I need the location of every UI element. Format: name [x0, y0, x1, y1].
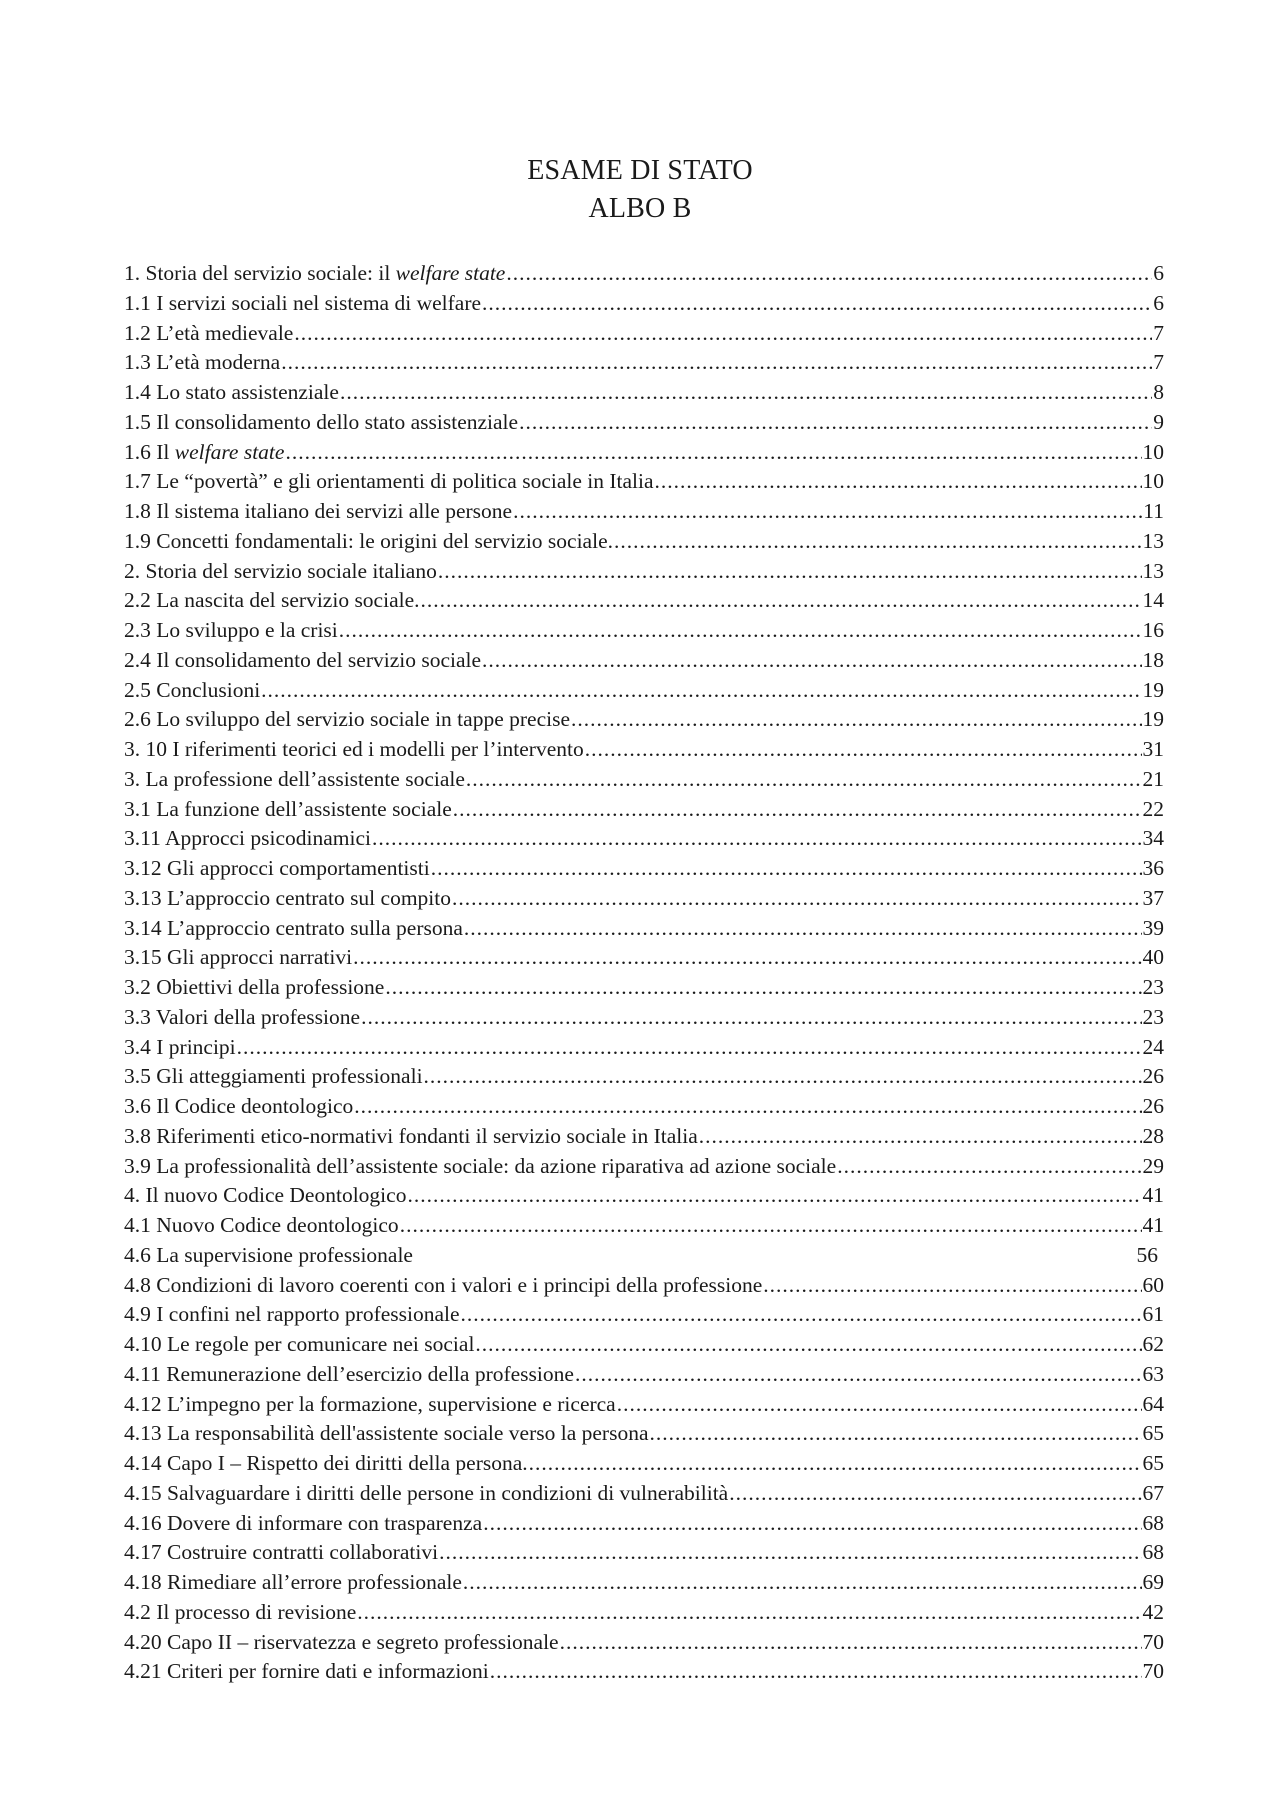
toc-entry[interactable] [124, 765, 1164, 795]
toc-entry-title [124, 408, 518, 438]
toc-page-number: 6 [1153, 290, 1164, 315]
toc-entry-text: 3.11 Approcci psicodinamici [124, 826, 371, 851]
toc-entry-title [124, 1449, 528, 1479]
toc-entry-text: 1.9 Concetti fondamentali: le origini del servizio sociale. [124, 528, 613, 553]
toc-entry-title [124, 1122, 698, 1152]
toc-page-number: 14 [1142, 588, 1164, 613]
toc-entry-text: 3.2 Obiettivi della professione [124, 975, 385, 999]
toc-page-number: 34 [1142, 826, 1164, 851]
toc-entry-title [124, 1300, 460, 1330]
toc-page-number: 41 [1142, 1183, 1164, 1208]
toc-entry[interactable] [124, 497, 1164, 527]
toc-page-number: 7 [1153, 350, 1164, 375]
toc-entry-title [124, 348, 280, 378]
toc-entry-title [124, 1419, 649, 1449]
toc-entry-title [124, 1598, 356, 1628]
toc-entry-text: 4. Il nuovo Codice Deontologico [124, 1183, 407, 1208]
toc-dot-leader [340, 378, 1152, 408]
toc-dot-leader [617, 1390, 1142, 1420]
toc-entry-title [124, 1360, 574, 1390]
toc-page-number: 60 [1142, 1272, 1164, 1297]
toc-entry-title [124, 616, 338, 646]
toc-entry-title [124, 914, 463, 944]
toc-entry-text: 1.8 Il sistema italiano dei servizi alle persone [124, 499, 513, 523]
toc-entry-text: 3.15 Gli approcci narrativi [124, 945, 353, 970]
toc-dot-leader [438, 557, 1142, 587]
toc-dot-leader [407, 1181, 1141, 1211]
document-title [0, 152, 1280, 228]
toc-entry-text: 3.4 I principi [124, 1034, 236, 1059]
toc-entry[interactable] [124, 795, 1164, 825]
toc-page-number: 24 [1142, 1034, 1164, 1059]
toc-entry-text: 2. Storia del servizio sociale italiano [124, 558, 437, 583]
toc-entry-title [124, 259, 505, 289]
toc-page-number: 65 [1142, 1451, 1164, 1475]
toc-page-number: 6 [1153, 261, 1164, 285]
toc-entry-text: 4.6 La supervisione professionale [124, 1242, 413, 1267]
toc-dot-leader [424, 1062, 1142, 1092]
toc-entry[interactable] [124, 884, 1164, 914]
toc-entry-title [124, 1509, 482, 1539]
toc-entry[interactable] [124, 586, 1164, 616]
toc-dot-leader [560, 1628, 1142, 1658]
toc-entry-text: 1.1 I servizi sociali nel sistema di welfare [124, 290, 482, 315]
toc-dot-leader [421, 586, 1142, 616]
toc-entry-title [124, 1181, 406, 1211]
toc-entry[interactable] [124, 527, 1164, 557]
toc-dot-leader [237, 1033, 1142, 1063]
toc-dot-leader [490, 1657, 1142, 1687]
toc-dot-leader [353, 943, 1141, 973]
toc-dot-leader [519, 408, 1152, 438]
toc-dot-leader [464, 914, 1142, 944]
toc-entry-text: 4.2 Il processo di revisione [124, 1599, 357, 1624]
toc-dot-leader [400, 1211, 1142, 1241]
toc-entry-title [124, 1092, 353, 1122]
toc-entry-title [124, 1271, 762, 1301]
toc-page-number: 10 [1142, 439, 1164, 464]
toc-entry-text: 4.21 Criteri per fornire dati e informazioni [124, 1659, 489, 1684]
toc-page-number: 61 [1142, 1302, 1164, 1327]
toc-page-number: 63 [1142, 1361, 1164, 1386]
toc-dot-leader [837, 1152, 1141, 1182]
toc-entry-title [124, 586, 420, 616]
toc-entry-title [124, 1628, 559, 1658]
toc-entry-title [124, 557, 437, 587]
toc-entry[interactable] [124, 348, 1164, 378]
toc-page-number: 16 [1142, 618, 1164, 642]
toc-entry[interactable] [124, 1628, 1164, 1658]
toc-entry-title [124, 1211, 399, 1241]
toc-entry-text: 3. La professione dell’assistente sociale [124, 766, 465, 791]
toc-page-number: 21 [1142, 766, 1164, 791]
toc-page-number: 11 [1143, 499, 1164, 523]
toc-page-number: 67 [1142, 1480, 1164, 1505]
toc-entry[interactable] [124, 259, 1164, 289]
toc-entry[interactable] [124, 646, 1164, 676]
toc-page-number: 29 [1142, 1153, 1164, 1178]
toc-entry-text: 3.5 Gli atteggiamenti professionali [124, 1064, 423, 1089]
toc-dot-leader [482, 646, 1141, 676]
toc-entry-title [124, 1568, 462, 1598]
toc-page-number: 42 [1142, 1599, 1164, 1624]
toc-entry-text: 1.4 Lo stato assistenziale [124, 380, 339, 404]
toc-dot-leader [482, 289, 1152, 319]
toc-entry-title [124, 378, 339, 408]
toc-entry-text: 3.1 La funzione dell’assistente sociale [124, 796, 452, 821]
toc-entry[interactable] [124, 1003, 1164, 1033]
toc-dot-leader [699, 1122, 1142, 1152]
toc-entry[interactable] [124, 824, 1164, 854]
toc-entry[interactable] [124, 735, 1164, 765]
toc-entry[interactable] [124, 438, 1164, 468]
toc-dot-leader [439, 1538, 1141, 1568]
toc-entry-italic-text: welfare state [395, 261, 506, 285]
toc-entry-title [124, 1657, 489, 1687]
toc-entry-title [124, 1241, 413, 1271]
toc-entry-title [124, 646, 481, 676]
toc-entry[interactable] [124, 1509, 1164, 1539]
toc-dot-leader [385, 973, 1141, 1003]
toc-entry-text: 3.6 Il Codice deontologico [124, 1094, 354, 1118]
toc-entry-text: 4.20 Capo II – riservatezza e segreto professionale [124, 1629, 559, 1654]
toc-entry[interactable] [124, 973, 1164, 1003]
toc-dot-leader [294, 319, 1152, 349]
toc-entry-title [124, 735, 584, 765]
toc-entry[interactable] [124, 1271, 1164, 1301]
toc-entry-text: 2.2 La nascita del servizio sociale. [124, 588, 420, 613]
toc-entry[interactable] [124, 1598, 1164, 1628]
toc-entry[interactable] [124, 1152, 1164, 1182]
toc-page-number: 8 [1153, 380, 1164, 404]
toc-entry-text: 4.1 Nuovo Codice deontologico [124, 1213, 399, 1237]
toc-entry[interactable] [124, 616, 1164, 646]
toc-page-number: 40 [1142, 945, 1164, 970]
toc-entry[interactable] [124, 319, 1164, 349]
toc-entry-title [124, 973, 384, 1003]
toc-dot-leader [466, 765, 1142, 795]
toc-entry[interactable] [124, 378, 1164, 408]
toc-dot-leader [431, 854, 1142, 884]
toc-entry-title [124, 1330, 474, 1360]
toc-entry-text: 4.16 Dovere di informare con trasparenza [124, 1510, 483, 1535]
toc-entry-italic-text: welfare state [174, 439, 285, 464]
toc-entry[interactable] [124, 914, 1164, 944]
toc-entry-text: 1.5 Il consolidamento dello stato assistenziale [124, 409, 519, 434]
toc-entry-title [124, 795, 452, 825]
toc-dot-leader [461, 1300, 1142, 1330]
toc-entry-text: 3.3 Valori della professione [124, 1004, 361, 1029]
toc-entry-title [124, 1152, 836, 1182]
toc-entry-title [124, 527, 613, 557]
toc-dot-leader [453, 795, 1142, 825]
toc-dot-leader [372, 824, 1142, 854]
toc-entry[interactable] [124, 1330, 1164, 1360]
toc-entry-title [124, 1033, 236, 1063]
toc-entry[interactable] [124, 676, 1164, 706]
toc-entry-text: 4.11 Remunerazione dell’esercizio della professione [124, 1361, 574, 1386]
toc-entry-title [124, 497, 512, 527]
toc-page-number: 7 [1153, 320, 1164, 345]
toc-page-number: 36 [1142, 856, 1164, 880]
toc-page-number: 65 [1142, 1421, 1164, 1446]
toc-entry-text: 4.12 L’impegno per la formazione, supervisione e ricerca [124, 1391, 616, 1416]
toc-dot-leader [729, 1479, 1141, 1509]
toc-entry[interactable] [124, 1568, 1164, 1598]
title-line-1: ESAME DI STATO [527, 155, 753, 186]
toc-dot-leader [571, 705, 1142, 735]
toc-dot-leader [585, 735, 1142, 765]
toc-page-number: 68 [1142, 1540, 1164, 1565]
table-of-contents [124, 259, 1164, 1687]
toc-page-number: 39 [1142, 915, 1164, 940]
toc-dot-leader [575, 1360, 1142, 1390]
toc-page-number: 28 [1142, 1123, 1164, 1148]
toc-page-number: 19 [1142, 707, 1164, 732]
toc-dot-leader [281, 348, 1152, 378]
toc-page-number: 26 [1142, 1094, 1164, 1118]
toc-page-number: 9 [1153, 409, 1164, 434]
toc-dot-leader [361, 1003, 1141, 1033]
toc-entry[interactable] [124, 1092, 1164, 1122]
toc-entry-text: 1.6 Il [124, 439, 175, 464]
toc-entry-text: 1.3 L’età moderna [124, 350, 281, 375]
toc-entry-title [124, 438, 284, 468]
toc-page-number: 18 [1142, 647, 1164, 672]
toc-entry-text: 2.5 Conclusioni [124, 677, 261, 702]
toc-entry-title [124, 884, 451, 914]
toc-entry-title [124, 1390, 616, 1420]
toc-entry[interactable] [124, 289, 1164, 319]
toc-dot-leader [261, 676, 1141, 706]
toc-entry[interactable] [124, 1300, 1164, 1330]
toc-dot-leader [452, 884, 1142, 914]
toc-entry[interactable] [124, 1479, 1164, 1509]
toc-dot-leader [354, 1092, 1141, 1122]
toc-entry[interactable] [124, 1033, 1164, 1063]
toc-entry[interactable] [124, 1657, 1164, 1687]
toc-entry-text: 1.2 L’età medievale [124, 320, 294, 345]
toc-dot-leader [650, 1419, 1142, 1449]
toc-entry-title [124, 943, 352, 973]
toc-entry-text: 1. Storia del servizio sociale: il [124, 261, 396, 285]
toc-entry-text: 4.15 Salvaguardare i diritti delle persone in condizioni di vulnerabilità [124, 1480, 729, 1505]
toc-entry-title [124, 676, 260, 706]
toc-entry[interactable] [124, 1181, 1164, 1211]
toc-dot-leader [529, 1449, 1142, 1479]
title-line-2: ALBO B [588, 193, 692, 224]
toc-entry[interactable] [124, 408, 1164, 438]
toc-page-number: 19 [1142, 677, 1164, 702]
toc-dot-leader [763, 1271, 1141, 1301]
toc-entry-title [124, 1538, 438, 1568]
toc-page-number: 41 [1142, 1213, 1164, 1237]
toc-entry-text: 3.12 Gli approcci comportamentisti [124, 856, 430, 880]
toc-entry[interactable] [124, 1211, 1164, 1241]
toc-page-number: 26 [1142, 1064, 1164, 1089]
toc-entry-text: 3. 10 I riferimenti teorici ed i modelli per l’intervento [124, 737, 584, 761]
toc-page-number: 64 [1142, 1391, 1164, 1416]
toc-entry-title [124, 705, 570, 735]
toc-page-number: 70 [1142, 1659, 1164, 1684]
toc-dot-leader [475, 1330, 1141, 1360]
toc-entry-title [124, 824, 371, 854]
toc-entry[interactable] [124, 1538, 1164, 1568]
toc-page-number: 69 [1142, 1570, 1164, 1594]
toc-entry[interactable] [124, 557, 1164, 587]
toc-page-number: 13 [1142, 558, 1164, 583]
toc-page-number: 68 [1142, 1510, 1164, 1535]
toc-entry-text: 4.18 Rimediare all’errore professionale [124, 1570, 462, 1594]
toc-dot-leader [655, 467, 1142, 497]
toc-entry[interactable] [124, 705, 1164, 735]
toc-dot-leader [463, 1568, 1142, 1598]
toc-dot-leader [513, 497, 1142, 527]
toc-dot-leader [483, 1509, 1141, 1539]
toc-page-number: 56 [1136, 1242, 1158, 1267]
toc-entry-text: 4.9 I confini nel rapporto professionale [124, 1302, 460, 1327]
toc-entry-text: 4.8 Condizioni di lavoro coerenti con i valori e i principi della professione [124, 1272, 763, 1297]
toc-page-number: 22 [1142, 796, 1164, 821]
toc-entry-text: 4.14 Capo I – Rispetto dei diritti della persona. [124, 1451, 528, 1475]
toc-entry[interactable] [124, 1122, 1164, 1152]
toc-entry-text: 3.8 Riferimenti etico-normativi fondanti il servizio sociale in Italia [124, 1123, 698, 1148]
toc-entry[interactable] [124, 1360, 1164, 1390]
toc-page-number: 70 [1142, 1629, 1164, 1654]
toc-entry[interactable] [124, 1419, 1164, 1449]
toc-page-number: 13 [1142, 528, 1164, 553]
toc-entry[interactable] [124, 1449, 1164, 1479]
toc-entry-text: 2.6 Lo sviluppo del servizio sociale in tappe precise [124, 707, 570, 732]
toc-entry-title [124, 1062, 423, 1092]
toc-page-number: 23 [1142, 1004, 1164, 1029]
toc-entry[interactable] [124, 943, 1164, 973]
toc-page-number: 37 [1142, 885, 1164, 910]
toc-entry-text: 3.13 L’approccio centrato sul compito [124, 885, 451, 910]
toc-dot-leader [506, 259, 1152, 289]
toc-entry-title [124, 289, 481, 319]
toc-entry[interactable] [124, 1390, 1164, 1420]
toc-entry-title [124, 1479, 728, 1509]
toc-page-number: 31 [1142, 737, 1164, 761]
toc-dot-leader [285, 438, 1141, 468]
toc-entry-text: 4.13 La responsabilità dell'assistente sociale verso la persona [124, 1421, 649, 1446]
toc-entry-text: 2.4 Il consolidamento del servizio sociale [124, 647, 482, 672]
toc-entry-text: 4.17 Costruire contratti collaborativi [124, 1540, 439, 1565]
toc-entry-text: 2.3 Lo sviluppo e la crisi [124, 618, 338, 642]
toc-page-number: 62 [1142, 1332, 1164, 1356]
toc-entry-title [124, 319, 293, 349]
toc-entry[interactable] [124, 1062, 1164, 1092]
toc-dot-leader [339, 616, 1142, 646]
toc-entry[interactable] [124, 1241, 1164, 1271]
toc-entry-text: 1.7 Le “povertà” e gli orientamenti di politica sociale in Italia [124, 469, 654, 494]
toc-entry[interactable] [124, 854, 1164, 884]
toc-entry-title [124, 1003, 360, 1033]
toc-dot-leader [614, 527, 1142, 557]
toc-page-number: 10 [1142, 469, 1164, 494]
toc-entry-title [124, 854, 430, 884]
toc-entry-text: 3.14 L’approccio centrato sulla persona [124, 915, 463, 940]
toc-entry-title [124, 765, 465, 795]
toc-page-number: 23 [1142, 975, 1164, 999]
toc-dot-leader [357, 1598, 1141, 1628]
toc-entry-text: 3.9 La professionalità dell’assistente sociale: da azione riparativa ad azione sociale [124, 1153, 837, 1178]
toc-entry[interactable] [124, 467, 1164, 497]
toc-entry-title [124, 467, 654, 497]
toc-entry-text: 4.10 Le regole per comunicare nei social [124, 1332, 475, 1356]
